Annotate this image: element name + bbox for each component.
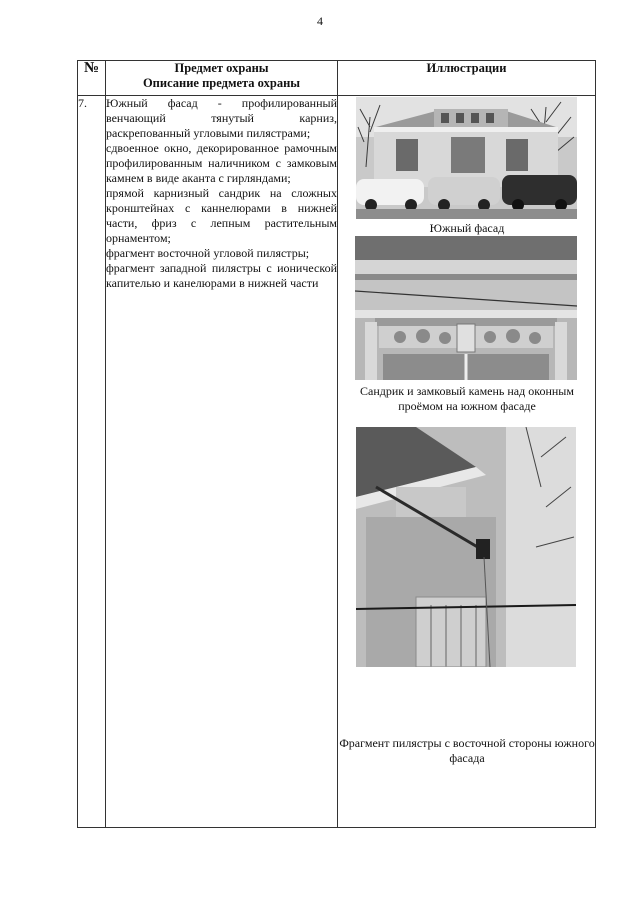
description-item: фрагмент восточной угловой пилястры; — [106, 246, 310, 260]
header-subject-description: Описание предмета охраны — [142, 76, 301, 90]
page-number: 4 — [317, 14, 323, 28]
description-item: фрагмент западной пилястры с ионической капителью и канелюрами в нижней части — [106, 261, 337, 290]
header-illustrations: Иллюстрации — [338, 61, 596, 96]
header-subject-title: Предмет охраны — [174, 61, 269, 75]
table-row — [78, 96, 596, 828]
header-subject — [106, 61, 338, 96]
description-item: сдвоенное окно, декорированное рамочным профилированным наличником с замковым камнем в виде аканта с гирляндами; — [106, 141, 337, 185]
row-description — [106, 96, 338, 828]
south-facade-photo — [356, 97, 577, 219]
row-illustrations — [338, 96, 596, 828]
description-item: прямой карнизный сандрик на сложных кронштейнах с каннелюрами в нижней части, фриз с лепным растительным орнаментом; — [106, 186, 337, 245]
protection-table — [77, 60, 596, 828]
pilaster-caption: Фрагмент пилястры с восточной стороны южного фасада — [339, 736, 595, 765]
table-header-row — [78, 61, 596, 96]
header-number: № — [78, 61, 106, 96]
row-number: 7. — [78, 96, 106, 828]
sandrik-photo — [355, 236, 577, 380]
south-facade-caption: Южный фасад — [429, 221, 505, 235]
sandrik-caption: Сандрик и замковый камень над оконным проёмом на южном фасаде — [360, 384, 574, 413]
pilaster-photo — [356, 427, 576, 667]
description-item: Южный фасад - профилированный венчающий тянутый карниз, раскрепованный угловыми пилястрами; — [106, 96, 337, 140]
